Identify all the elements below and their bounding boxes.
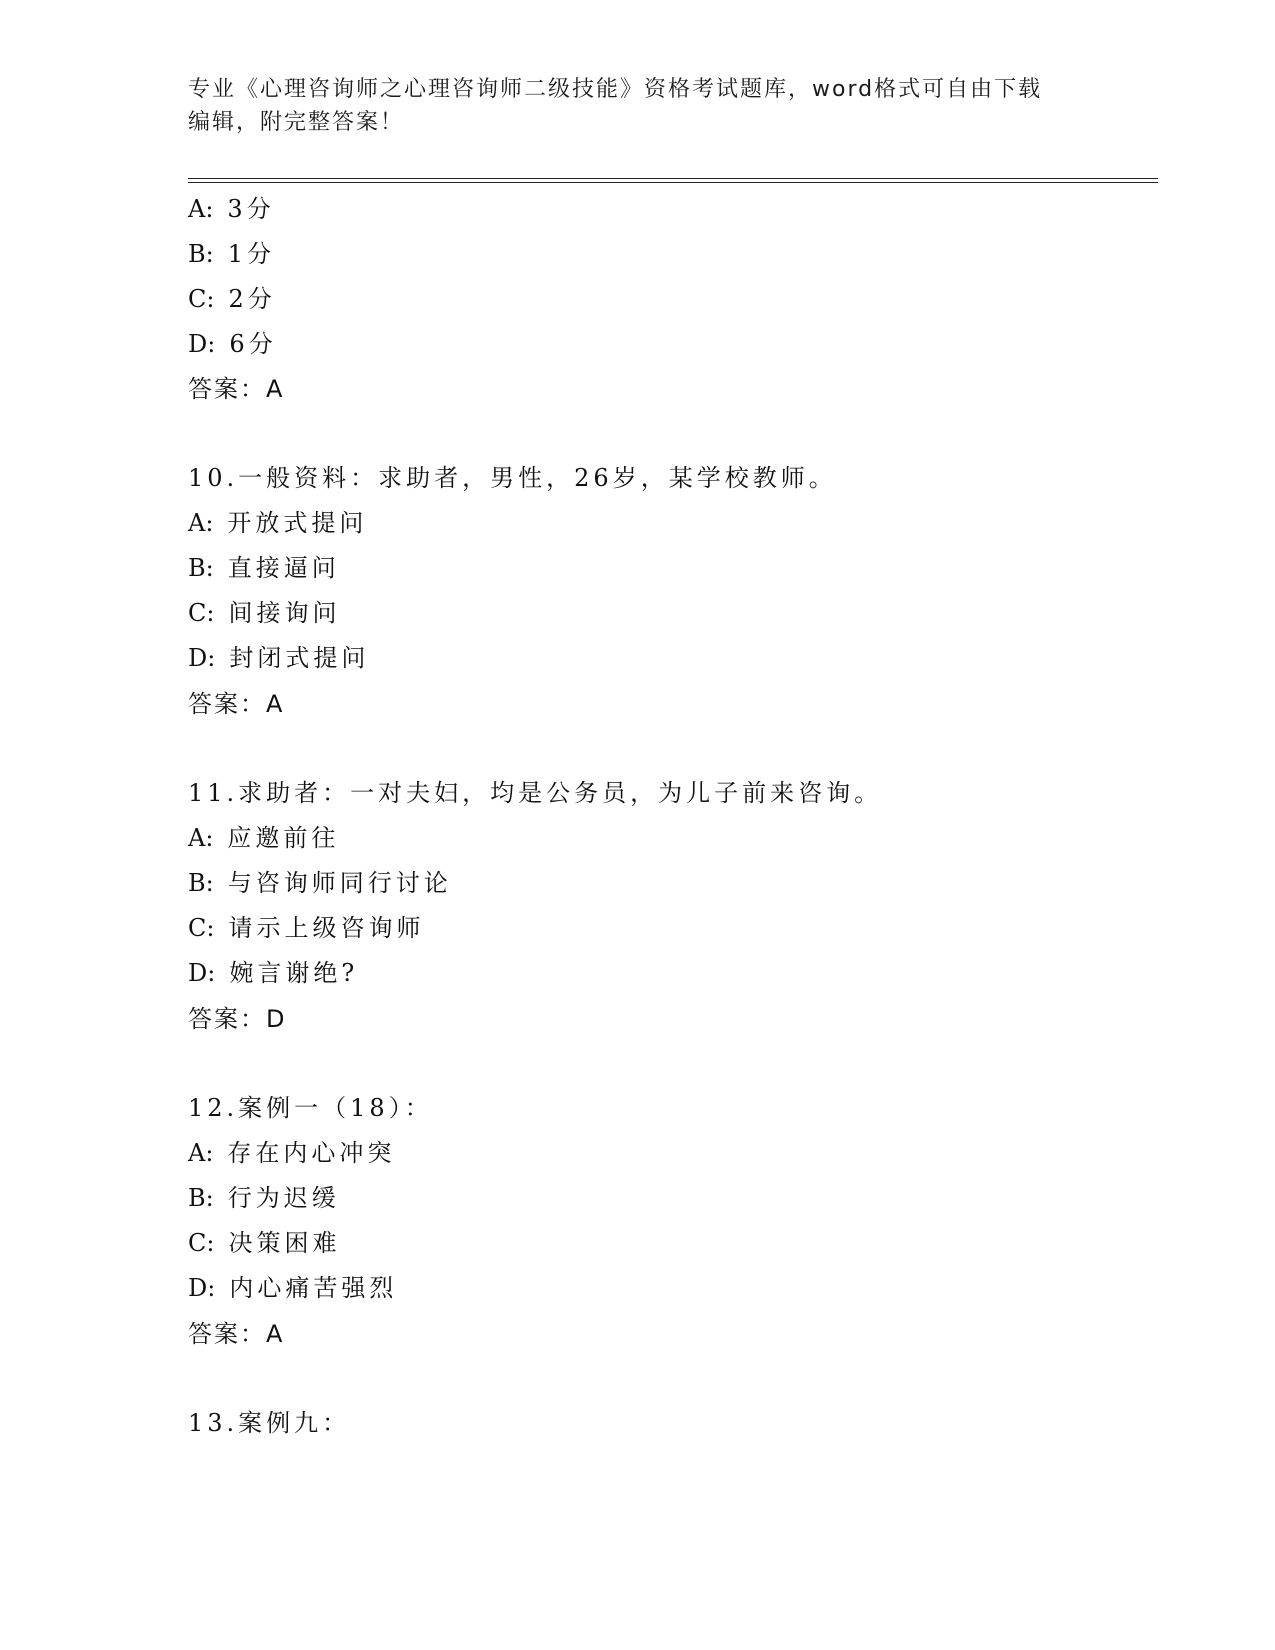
option-text: 行为迟缓 xyxy=(227,1184,340,1212)
option-letter: C: xyxy=(188,285,215,313)
option-a xyxy=(188,507,367,539)
option-letter: B: xyxy=(188,240,214,268)
option-b xyxy=(188,552,340,584)
option-b xyxy=(188,867,452,899)
option-text: 间接询问 xyxy=(228,599,341,627)
option-text: 3分 xyxy=(227,195,275,223)
option-letter: B: xyxy=(188,869,214,897)
option-letter: D: xyxy=(188,644,216,672)
option-text: 开放式提问 xyxy=(227,509,368,537)
option-text: 封闭式提问 xyxy=(229,644,370,672)
option-a xyxy=(188,822,339,854)
option-text: 应邀前往 xyxy=(227,824,340,852)
option-text: 直接逼问 xyxy=(227,554,340,582)
option-text: 2分 xyxy=(228,285,276,313)
option-text: 1分 xyxy=(227,240,276,268)
answer-line: 答案：D xyxy=(188,1005,287,1033)
header-divider-bottom xyxy=(188,182,1158,183)
option-text: 6分 xyxy=(229,330,277,358)
option-text: 内心痛苦强烈 xyxy=(229,1274,398,1302)
option-text: 请示上级咨询师 xyxy=(228,914,425,942)
option-text: 决策困难 xyxy=(228,1229,341,1257)
option-d xyxy=(188,1272,397,1304)
option-letter: D: xyxy=(188,1274,216,1302)
header-line-1: 专业《心理咨询师之心理咨询师二级技能》资格考试题库，word格式可自由下载 xyxy=(188,77,1043,102)
option-letter: D: xyxy=(188,330,216,358)
option-text: 婉言谢绝? xyxy=(229,959,359,987)
answer-line: 答案：A xyxy=(188,375,285,403)
option-text: 存在内心冲突 xyxy=(227,1139,396,1167)
option-b xyxy=(188,238,275,270)
option-letter: D: xyxy=(188,959,216,987)
option-letter: A: xyxy=(188,509,214,537)
option-c xyxy=(188,597,340,629)
option-b xyxy=(188,1182,340,1214)
option-d xyxy=(188,957,358,989)
option-letter: B: xyxy=(188,1184,214,1212)
answer-line: 答案：A xyxy=(188,1320,285,1348)
option-text: 与咨询师同行讨论 xyxy=(227,869,452,897)
option-letter: A: xyxy=(188,824,214,852)
answer-line: 答案：A xyxy=(188,690,285,718)
option-a xyxy=(188,1137,395,1169)
option-letter: C: xyxy=(188,914,215,942)
option-letter: A: xyxy=(188,1139,214,1167)
option-letter: C: xyxy=(188,1229,215,1257)
option-c xyxy=(188,912,424,944)
question-13-stem: 13.案例九： xyxy=(188,1409,351,1437)
option-letter: A: xyxy=(188,195,214,223)
header-divider-top xyxy=(188,178,1158,179)
question-12-stem: 12.案例一（18）： xyxy=(188,1094,433,1122)
header-line-2: 编辑，附完整答案！ xyxy=(188,110,405,135)
document-header xyxy=(188,73,1088,139)
option-letter: B: xyxy=(188,554,214,582)
option-c xyxy=(188,1227,340,1259)
question-10-stem: 10.一般资料：求助者，男性，26岁，某学校教师。 xyxy=(188,464,837,492)
option-letter: C: xyxy=(188,599,215,627)
option-d xyxy=(188,328,277,360)
option-a xyxy=(188,193,275,225)
option-c xyxy=(188,283,276,315)
question-11-stem: 11.求助者：一对夫妇，均是公务员，为儿子前来咨询。 xyxy=(188,779,883,807)
option-d xyxy=(188,642,369,674)
